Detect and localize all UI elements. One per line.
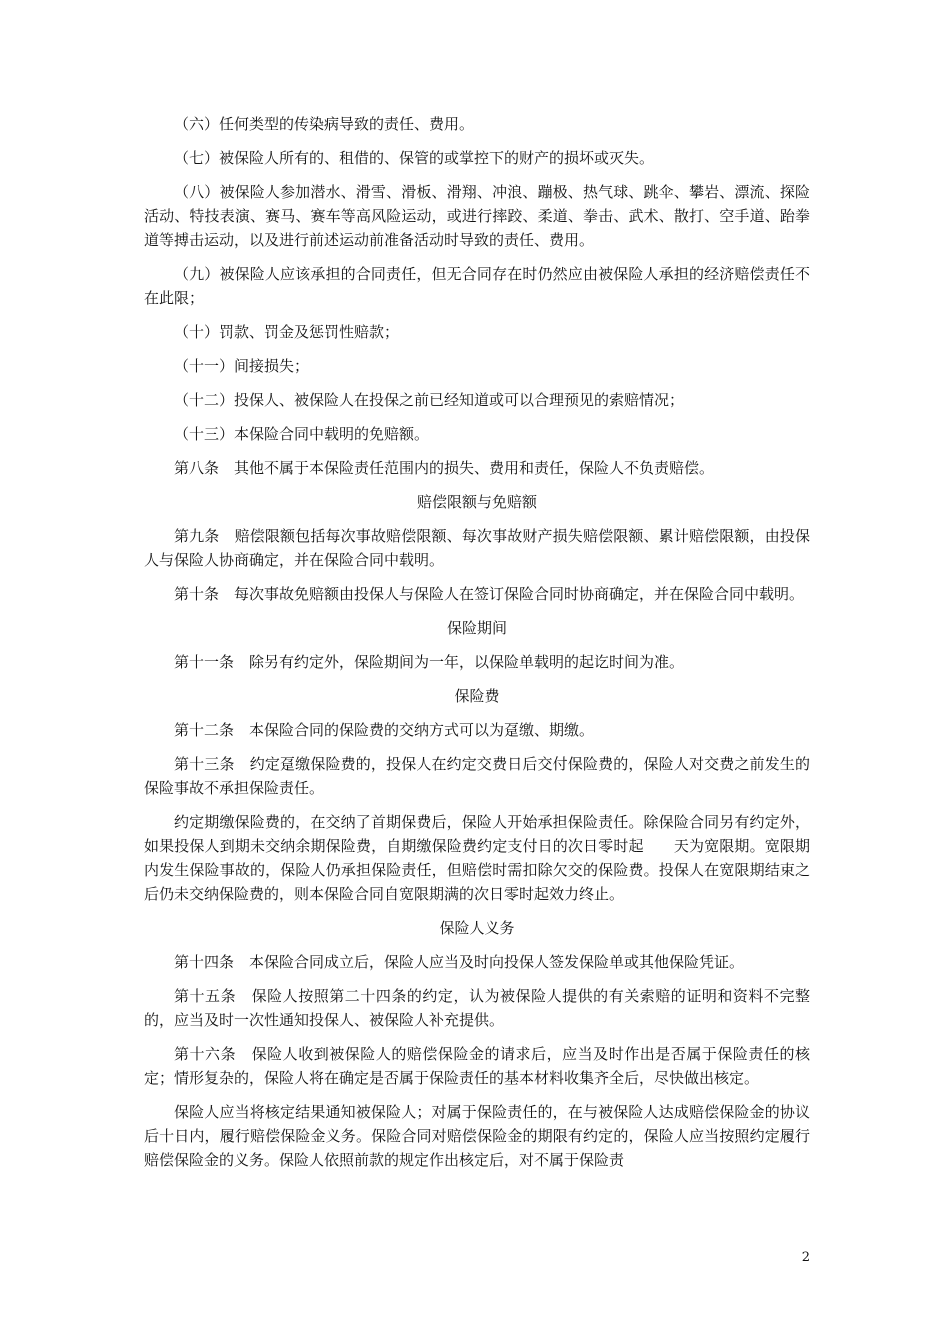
page-number: 2 [801,1250,810,1265]
article-9: 第九条 赔偿限额包括每次事故赔偿限额、每次事故财产损失赔偿限额、累计赔偿限额，由投保人与保险人协商确定，并在保险合同中载明。 [144,527,810,569]
section-heading-period: 保险期间 [446,619,507,637]
exclusion-item-10: （十）罚款、罚金及惩罚性赔款； [174,323,400,341]
exclusion-item-7: （七）被保险人所有的、租借的、保管的或掌控下的财产的损坏或灭失。 [174,149,655,167]
exclusion-item-13: （十三）本保险合同中载明的免赔额。 [174,425,430,443]
section-heading-limits: 赔偿限额与免赔额 [416,493,537,511]
exclusion-item-12: （十二）投保人、被保险人在投保之前已经知道或可以合理预见的索赔情况； [174,391,685,409]
article-16: 第十六条 保险人收到被保险人的赔偿保险金的请求后，应当及时作出是否属于保险责任的核定；情形复杂的，保险人将在确定是否属于保险责任的基本材料收集齐全后，尽快做出核定。 [144,1045,810,1087]
section-heading-premium: 保险费 [454,687,500,705]
exclusion-item-6: （六）任何类型的传染病导致的责任、费用。 [174,115,475,133]
article-8: 第八条 其他不属于本保险责任范围内的损失、费用和责任，保险人不负责赔偿。 [174,459,715,477]
article-11: 第十一条 除另有约定外，保险期间为一年，以保险单载明的起讫时间为准。 [174,653,685,671]
article-13: 第十三条 约定趸缴保险费的，投保人在约定交费日后交付保险费的，保险人对交费之前发生的保险事故不承担保险责任。 [144,755,810,797]
exclusion-item-9: （九）被保险人应该承担的合同责任，但无合同存在时仍然应由被保险人承担的经济赔偿责任不在此限； [144,265,810,307]
exclusion-item-8: （八）被保险人参加潜水、滑雪、滑板、滑翔、冲浪、蹦极、热气球、跳伞、攀岩、漂流、探险活动、特技表演、赛马、赛车等高风险运动，或进行摔跤、柔道、拳击、武术、散打、空手道、跆拳道等搏击运动，以及进行前述运动前准备活动时导致的责任、费用。 [144,183,810,249]
article-14: 第十四条 本保险合同成立后，保险人应当及时向投保人签发保险单或其他保险凭证。 [174,953,745,971]
article-15: 第十五条 保险人按照第二十四条的约定，认为被保险人提供的有关索赔的证明和资料不完整的，应当及时一次性通知投保人、被保险人补充提供。 [144,987,810,1029]
article-16-continued: 保险人应当将核定结果通知被保险人；对属于保险责任的，在与被保险人达成赔偿保险金的协议后十日内，履行赔偿保险金义务。保险合同对赔偿保险金的期限有约定的，保险人应当按照约定履行赔偿保险金的义务。保险人依照前款的规定作出核定后，对不属于保险责 [144,1103,810,1169]
article-12: 第十二条 本保险合同的保险费的交纳方式可以为趸缴、期缴。 [174,721,595,739]
article-13-continued: 约定期缴保险费的，在交纳了首期保费后，保险人开始承担保险责任。除保险合同另有约定外，如果投保人到期未交纳余期保险费，自期缴保险费约定支付日的次日零时起 天为宽限期。宽限期内发生保险事故的，保险人仍承担保险责任，但赔偿时需扣除欠交的保险费。投保人在宽限期结束之后仍未交纳保险费的，则本保险合同自宽限期满的次日零时起效力终止。 [144,813,810,903]
exclusion-item-11: （十一）间接损失； [174,357,310,375]
section-heading-insurer-obligations: 保险人义务 [439,919,515,937]
document-body [144,112,810,1182]
article-10: 第十条 每次事故免赔额由投保人与保险人在签订保险合同时协商确定，并在保险合同中载明。 [174,585,805,603]
